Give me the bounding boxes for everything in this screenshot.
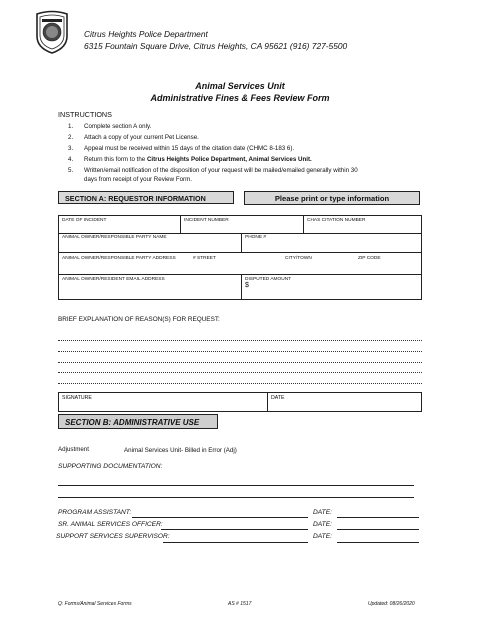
brief-explanation-label: BRIEF EXPLANATION OF REASON(S) FOR REQUEST: [58, 316, 220, 323]
date-label: DATE: [313, 533, 332, 540]
dollar-sign: $ [245, 282, 249, 289]
signature-field[interactable]: SIGNATURE [59, 393, 268, 411]
footer-form-number: AS # 1517 [228, 601, 252, 607]
department-address: 6315 Fountain Square Drive, Citrus Heights, CA 95621 (916) 727-5500 [84, 41, 348, 51]
print-type-notice: Please print or type information [244, 191, 420, 205]
program-assistant-line[interactable] [132, 517, 308, 518]
supervisor-label: SUPPORT SERVICES SUPERVISOR: [56, 533, 170, 540]
instruction-item: 1. Complete section A only. [68, 123, 152, 130]
incident-row [58, 215, 422, 234]
program-assistant-date-line[interactable] [337, 517, 419, 518]
section-a-header: SECTION A: REQUESTOR INFORMATION [58, 191, 234, 204]
supporting-doc-line[interactable] [58, 485, 414, 486]
email-field[interactable]: ANIMAL OWNER/RESIDENT EMAIL ADDRESS [59, 275, 242, 299]
supporting-documentation-label: SUPPORTING DOCUMENTATION: [58, 463, 163, 470]
form-unit-title: Animal Services Unit [195, 81, 285, 91]
explanation-line[interactable] [58, 351, 422, 352]
instruction-item: 5. Written/email notification of the disposition of your request will be mailed/emailed generally within 30 days from receipt of your Review Form. [68, 167, 358, 183]
street-label: # STREET [193, 256, 216, 261]
sr-officer-date-line[interactable] [337, 529, 419, 530]
phone-field[interactable]: PHONE # [245, 235, 267, 240]
supporting-doc-line[interactable] [58, 497, 414, 498]
sr-officer-label: SR. ANIMAL SERVICES OFFICER: [58, 521, 163, 528]
signature-date-field[interactable]: DATE [271, 395, 285, 401]
instructions-list [58, 123, 438, 187]
date-of-incident-field[interactable]: DATE OF INCIDENT [59, 216, 181, 233]
zip-label: ZIP CODE [358, 256, 381, 261]
police-seal-logo [34, 10, 70, 54]
incident-number-field[interactable]: INCIDENT NUMBER [181, 216, 304, 233]
owner-name-row [58, 233, 422, 253]
explanation-line[interactable] [58, 383, 422, 384]
explanation-line[interactable] [58, 372, 422, 373]
footer-path: Q: Forms/Animal Services Forms [58, 601, 132, 607]
date-label: DATE: [313, 521, 332, 528]
sr-officer-line[interactable] [161, 529, 308, 530]
program-assistant-label: PROGRAM ASSISTANT: [58, 509, 132, 516]
citation-number-field[interactable]: CHAS CITATION NUMBER [307, 218, 366, 223]
explanation-line[interactable] [58, 340, 422, 341]
instruction-item: 4. Return this form to the Citrus Heights Police Department, Animal Services Unit. [68, 156, 312, 163]
email-row [58, 275, 422, 300]
instruction-item: 3. Appeal must be received within 15 days of the citation date (CHMC 8-183 6). [68, 145, 295, 152]
adjustment-value: Animal Services Unit- Billed in Error (Adj) [124, 447, 237, 454]
supervisor-line[interactable] [163, 542, 308, 543]
footer-updated: Updated: 08/26/2020 [368, 601, 415, 607]
date-label: DATE: [313, 509, 332, 516]
department-name: Citrus Heights Police Department [84, 29, 208, 39]
disputed-amount-field[interactable]: DISPUTED AMOUNT $ [245, 277, 292, 289]
form-title: Administrative Fines & Fees Review Form [150, 93, 330, 103]
adjustment-label: Adjustment [58, 446, 89, 453]
signature-row [58, 392, 422, 412]
owner-name-field[interactable]: ANIMAL OWNER/RESPONSIBLE PARTY NAME [59, 233, 242, 252]
owner-address-label: ANIMAL OWNER/RESPONSIBLE PARTY ADDRESS [62, 256, 176, 261]
section-b-header: SECTION B: ADMINISTRATIVE USE [58, 414, 218, 429]
owner-address-row[interactable] [58, 253, 422, 275]
city-label: CITY/TOWN [285, 256, 312, 261]
supervisor-date-line[interactable] [337, 542, 419, 543]
instruction-item: 2. Attach a copy of your current Pet License. [68, 134, 199, 141]
instructions-heading: INSTRUCTIONS [58, 110, 112, 119]
explanation-line[interactable] [58, 362, 422, 363]
